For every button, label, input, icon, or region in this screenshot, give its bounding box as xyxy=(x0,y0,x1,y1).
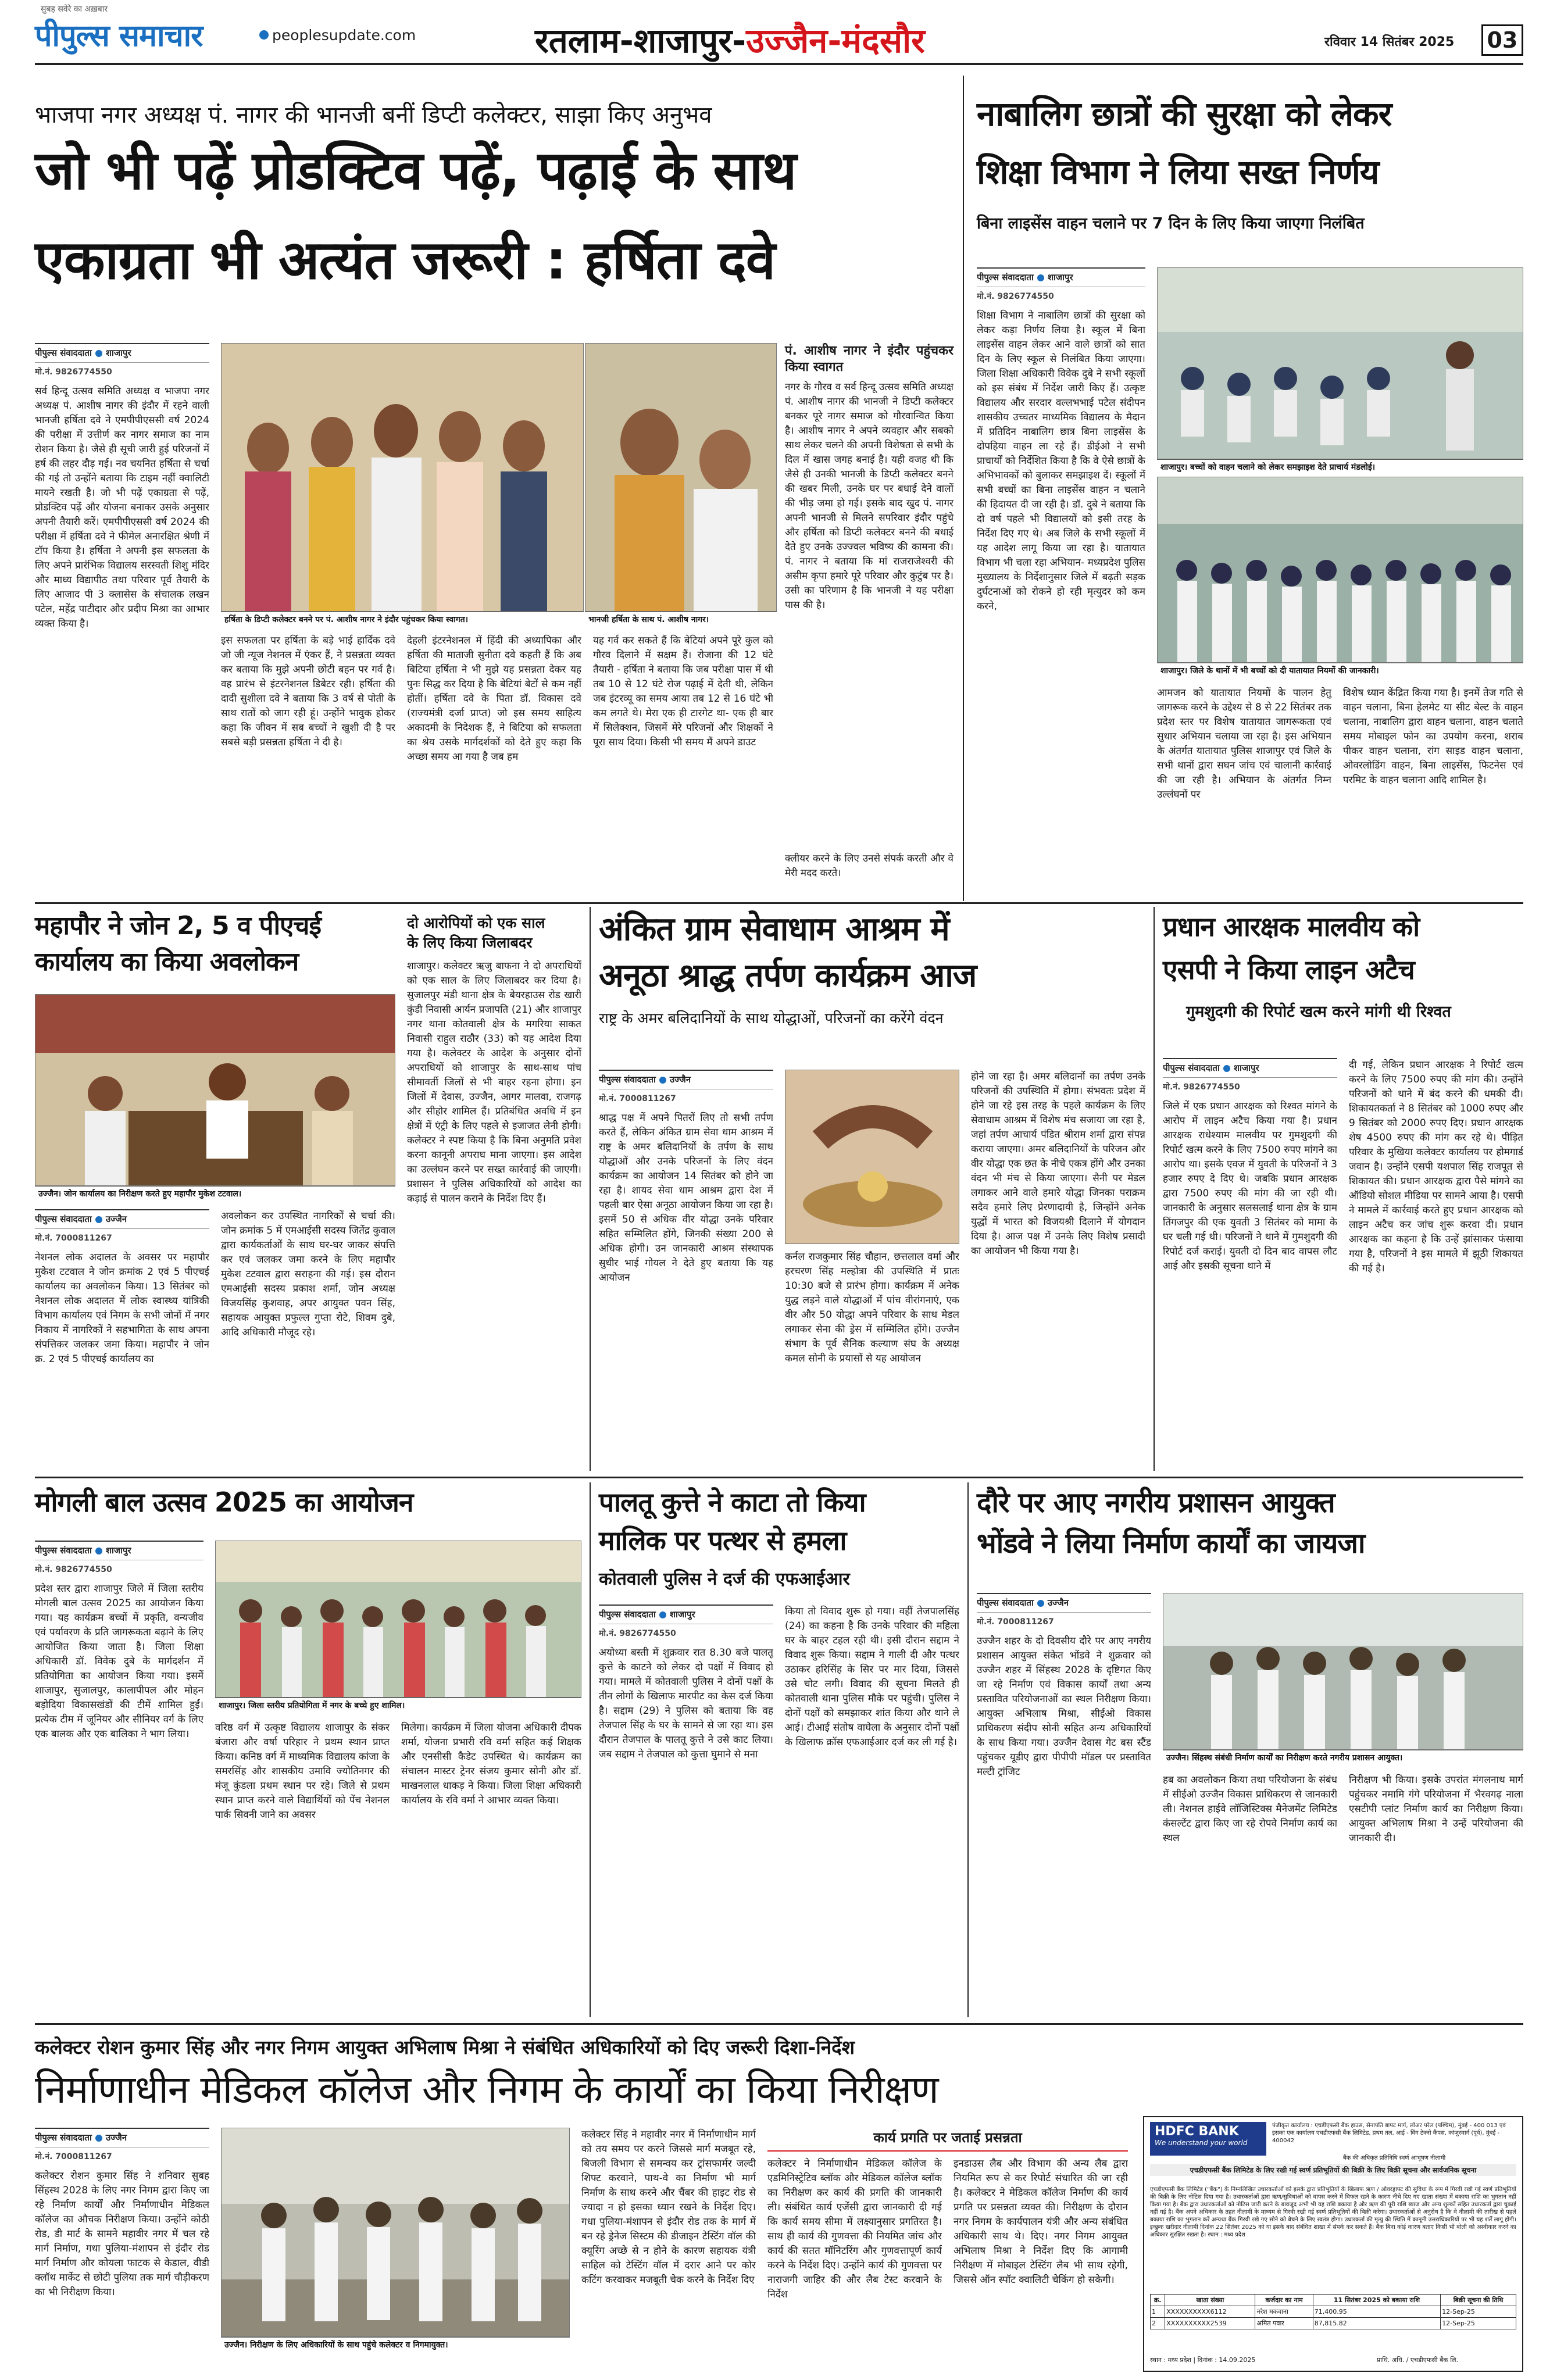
mobile-number: मो.नं. 9826774550 xyxy=(35,1565,112,1574)
photo-students-traffic xyxy=(1157,477,1523,663)
mobile-number: मो.नं. 7000811267 xyxy=(35,2152,112,2161)
table-header: 11 सितंबर 2025 को बकाया राशि xyxy=(1313,2295,1440,2306)
story-headline-line2: अनूठा श्राद्ध तर्पण कार्यक्रम आज xyxy=(599,957,977,995)
s2-column-2 xyxy=(1157,686,1331,889)
dot-icon xyxy=(659,1077,666,1084)
photo-caption: हर्षिता के डिप्टी कलेक्टर बनने पर पं. आशीष नागर ने इंदौर पहुंचकर किया स्वागत। xyxy=(221,612,584,627)
photo-caption: उज्जैन। सिंहस्थ संबंधी निर्माण कार्यों का निरीक्षण करते नगरीय प्रशासन आयुक्त। xyxy=(1163,1750,1523,1765)
paragraph: दी गई, लेकिन प्रधान आरक्षक ने रिपोर्ट खत्म करने के लिए 7500 रुपए की मांग की। उन्होंने परिजनों को थाने में बंद करने की धमकी दी। शिकायतकर्ता ने 8 सितंबर को 1000 रुपए और 9 सितंबर को 2000 रुपए दिए। प्रधान आरक्षक शेष 4500 रुपए की मांग कर रहे थे। पीड़ित परिवार के मुखिया कलेक्टर कार्यालय पर होमगार्ड जवान है। उन्होंने एसपी यशपाल सिंह राजपूत से शिकायत की। प्रधान आरक्षक द्वारा पैसे मांगने का ऑडियो सोशल मीडिया पर सामने आया है। एसपी ने मामले में कार्रवाई करते हुए प्रधान आरक्षक को लाइन अटैच कर जांच शुरू करवा दी। प्रधान आरक्षक का कहना है कि उन्हें झांसाकर फंसाया गया है, परिजनों ने इस मामले में झूठी शिकायत की गई है। xyxy=(1349,1059,1523,1274)
paragraph: होने जा रहा है। अमर बलिदानों का तर्पण उनके परिजनों की उपस्थिति में होगा। संभवतः प्रदेश में होने जा रहे इस तरह के पहले कार्यक्रम के लिए सेवाधाम आश्रम में विशेष मंच सजाया जा रहा है, जहां तर्पण आचार्य पंडित श्रीराम शर्मा द्वारा संपन्न कराया जाएगा। अमर बलिदानियों के परिजन और वीर योद्धा एक छत के नीचे एकत्र होंगे और उनका वंदन भी मंच से किया जाएगा। सैनी पर मेडल लगाकर आने वाले हमारे योद्धा जिनका पराक्रम सदैव हमारे लिए प्रेरणादायी है, जिन्होंने अनेक युद्धों में भारत को विजयश्री दिलाने में योगदान दिया है। आज पक्ष में उनके लिए विशेष प्रसादी का आयोजन भी किया गया है। xyxy=(971,1071,1145,1257)
photo-mowgli-students xyxy=(215,1541,581,1698)
paragraph: प्रदेश स्तर द्वारा शाजापुर जिले में जिला स्तरीय मोगली बाल उत्सव 2025 का आयोजन किया गया। यह कार्यक्रम बच्चों में प्रकृति, वन्यजीव एवं पर्यावरण के प्रति जागरूकता बढ़ाने के लिए आयोजित किया जाता है। जिला शिक्षा अधिकारी डॉ. विवेक दुबे के मार्गदर्शन में प्रतियोगिता का आयोजन किया गया। इसमें शाजापुर, सुजालपुर, कालापीपल और मोहन बड़ोदिया विकासखंडों की टीमें शामिल हुईं। प्रत्येक टीम में जूनियर और सीनियर वर्ग के लिए एक बालक और एक बालिका ने भाग लिया। xyxy=(35,1583,203,1740)
paragraph: शिक्षा विभाग ने नाबालिग छात्रों की सुरक्षा को लेकर कड़ा निर्णय लिया है। स्कूल में बिना लाइसेंस वाहन लेकर आने वाले छात्रों को सात दिन के लिए स्कूल से निलंबित किया जाएगा। जिला शिक्षा अधिकारी विवेक दुबे ने सभी स्कूलों को इस संबंध में निर्देश जारी किए हैं। उत्कृष्ट विद्यालय और सरदार वल्लभभाई पटेल संदीपन शासकीय उच्चतर माध्यमिक विद्यालय के मैदान में प्रतिदिन नाबालिग छात्र बिना लाइसेंस के दोपहिया वाहन ला रहे हैं। डीईओ ने सभी प्राचार्यों को निर्देशित किया है कि वे ऐसे छात्रों के अभिभावकों को बुलाकर समझाइश दें। स्कूलों में सभी बच्चों का बिना लाइसेंस वाहन न चलाने की हिदायत दी जा रही है। डॉ. दुबे ने बताया कि दो वर्ष पहले भी विद्यालयों को इसी तरह के निर्देश दिए गए थे। अब जिले के सभी स्कूलों में यह आदेश लागू किया जा रहा है। यातायात विभाग भी चला रहा अभियान- मध्यप्रदेश पुलिस मुख्यालय के निर्देशानुसार जिले में बढ़ती सड़क दुर्घटनाओं को रोकने हो रही मृत्युदर को कम करने, xyxy=(977,310,1145,612)
s4-column xyxy=(407,959,581,1471)
dot-icon xyxy=(95,1216,102,1223)
s7-column-1 xyxy=(35,1541,203,2017)
story-kicker: भाजपा नगर अध्यक्ष पं. नागर की भानजी बनीं डिप्टी कलेक्टर, साझा किए अनुभव xyxy=(35,102,712,128)
s9-column-2 xyxy=(1163,1773,1337,2017)
sidebar-title: पं. आशीष नागर ने इंदौर पहुंचकर किया स्वागत xyxy=(785,344,954,374)
hdfc-advertisement[interactable] xyxy=(1143,2116,1523,2372)
story-mowgli-headline: मोगली बाल उत्सव 2025 का आयोजन xyxy=(35,1486,413,1518)
story-headline-line2: कार्यालय का किया अवलोकन xyxy=(35,947,299,977)
paragraph: देहली इंटरनेशनल में हिंदी की अध्यापिका और हर्षिता की माताजी सुनीता दवे कहती हैं कि अब बिटिया हर्षिता ने भी मुझे यह प्रसन्नता देकर यह पुनः सिद्ध कर दिया है कि बेटियां बेटों से कम नहीं होतीं। हर्षिता दवे के पिता डॉ. विकास दवे (राज्यमंत्री दर्जा प्राप्त) जो इस समय साहित्य अकादमी के निदेशक हैं, ने बिटिया को सफलता का श्रेय उसके मार्गदर्शकों को देते हुए कहा कि अच्छा समय आ गया है जब हम xyxy=(407,635,581,763)
table-header: क्र. xyxy=(1151,2295,1165,2306)
s1-sidebar-end xyxy=(785,852,954,887)
paragraph: सर्व हिन्दू उत्सव समिति अध्यक्ष व भाजपा नगर अध्यक्ष पं. आशीष नागर की इंदौर में रहने वाली भानजी हर्षिता दवे ने एमपीपीएससी वर्ष 2024 की परीक्षा में उत्तीर्ण कर नागर समाज का नाम रोशन किया है। जैसे ही सूची जारी हुई परिजनों में हर्ष की लहर दौड़ गई। नव चयनित हर्षिता से चर्चा की गई तो उन्होंने बताया कि टाइम नहीं क्वालिटी मायने रखती है। जो भी पढ़ें एकाग्रता से पढ़ें, प्रोडक्टिव पढ़ें और योजना बनाकर उसके अनुसार अपनी तैयारी करें। एमपीपीएससी वर्ष 2024 की परीक्षा में हर्षिता दवे ने फीमेल अनारक्षित श्रेणी में टॉप किया है। हर्षिता ने अपनी इस सफलता के लिए अपने प्रारंभिक विद्यालय सरस्वती शिशु मंदिर और माध्य विद्यापीठ तथा परिवार पूर्व तैयारी के लिए आजाद पी 3 क्लासेस के संचालक लखन पटेल, महेंद्र पाटीदार और प्रदीप मिश्रा का आभार व्यक्त किया है। xyxy=(35,385,209,630)
mobile-number: मो.नं. 9826774550 xyxy=(599,1629,676,1638)
paragraph: किया तो विवाद शुरू हो गया। वहीं तेजपालसिंह (24) का कहना है कि उनके परिवार की महिला घर के बाहर टहल रही थी। इसी दौरान सद्दाम ने विवाद शुरू किया। सद्दाम ने गाली दी और पत्थर उठाकर हरिसिंह के सिर पर मार दिया, जिससे उसे चोट लगी। विवाद की सूचना मिलते ही कोतवाली थाना पुलिस मौके पर पहुंची। पुलिस ने दोनों पक्षों को समझाकर शांत किया और थाने ले आई। टीआई संतोष वाघेला के अनुसार दोनों पक्षों के खिलाफ क्रॉस एफआईआर दर्ज कर ली गई है। xyxy=(785,1606,959,1748)
s2-column-3 xyxy=(1343,686,1523,889)
hdfc-table xyxy=(1150,2294,1516,2329)
story-headline-line2: के लिए किया जिलाबदर xyxy=(407,934,533,951)
s10-column-4 xyxy=(954,2157,1128,2372)
paragraph: इस सफलता पर हर्षिता के बड़े भाई हार्दिक दवे जो जी न्यूज नेशनल में एंकर हैं, ने प्रसन्नता व्यक्त कर बताया कि मुझे अपनी छोटी बहन पर गर्व है। वह प्रारंभ से इंटरनेशनल डिबेटर रही। हर्षिता की दादी सुशीला दवे ने बताया कि 3 वर्ष से पोती के साथ रातों को जाग रही हूं। उन्होंने भावुक होकर कहा कि जीवन में सब बच्चों ने खुशी दी है पर सबसे बड़ी प्रसन्नता हर्षिता ने दी है। xyxy=(221,635,395,748)
s8-column-1 xyxy=(599,1604,773,2017)
page-number: 03 xyxy=(1481,24,1523,56)
s7-column-2 xyxy=(215,1721,390,2017)
horizontal-rule xyxy=(35,902,1523,904)
photo-classroom xyxy=(1157,267,1523,459)
story-externment xyxy=(407,913,581,965)
story-subheadline: बिना लाइसेंस वाहन चलाने पर 7 दिन के लिए किया जाएगा निलंबित xyxy=(977,215,1365,233)
story-commissioner xyxy=(977,1488,1523,1599)
dot-icon xyxy=(1037,1600,1044,1607)
paragraph: शाजापुर। कलेक्टर ऋजु बाफना ने दो अपराधियों को एक साल के लिए जिलाबदर कर दिया है। सुजालपुर मंडी थाना क्षेत्र के बेयरहाउस रोड खारी कुंडी निवासी आर्यन प्रजापति (21) और शाजापुर नगर थाना कोतवाली क्षेत्र के मगरिया साकत निवासी राहुल राठौर (33) को यह आदेश दिया गया है। कलेक्टर के आदेश के अनुसार दोनों अपराधियों को शाजापुर के साथ-साथ पांच सीमावर्ती जिलों से भी बाहर रहना होगा। इन जिलों में देवास, उज्जैन, आगर मालवा, राजगढ़ और सीहोर शामिल हैं। प्रतिबंधित अवधि में इन क्षेत्रों में एंट्री के लिए पहले से इजाजत लेनी होगी। कलेक्टर ने स्पष्ट किया है कि बिना अनुमति प्रवेश करना कानूनी अपराध माना जाएगा। इस आदेश का उल्लंघन करने पर सख्त कार्रवाई की जाएगी। प्रशासन ने पुलिस अधिकारियों को आदेश का कड़ाई से पालन कराने के निर्देश दिए हैं। xyxy=(407,960,581,1205)
s5-column-1 xyxy=(599,1070,773,1471)
photo-commissioner-site xyxy=(1163,1593,1523,1750)
story-headline-line1: पालतू कुत्ते ने काटा तो किया xyxy=(599,1486,866,1518)
table-cell: 12-Sep-25 xyxy=(1441,2318,1516,2329)
byline: पीपुल्स संवाददाता शाजापुर xyxy=(35,1541,203,1560)
photo-harshita-family xyxy=(221,343,584,612)
story-headline-line1: महापौर ने जोन 2, 5 व पीएचई xyxy=(35,911,321,941)
s9-column-1 xyxy=(977,1593,1151,2017)
dot-icon xyxy=(659,1611,666,1618)
table-header-row xyxy=(1151,2295,1516,2306)
paragraph: उज्जैन शहर के दो दिवसीय दौरे पर आए नगरीय प्रशासन आयुक्त संकेत भोंडवे ने शुक्रवार को उज्जैन शहर में सिंहस्थ 2028 के दृष्टिगत किए जा रहे निर्माण एवं विकास कार्यों तथा अन्य प्रस्तावित परियोजनाओं का स्थल निरीक्षण किया। आयुक्त अभिलाष मिश्रा, सीईओ विकास प्राधिकरण संदीप सोनी सहित अन्य अधिकारियों के साथ किया गया। उज्जैन देवास गेट बस स्टैंड पहुंचकर यूडीए द्वारा पीपीपी मॉडल पर प्रस्तावित मल्टी ट्रांजिट xyxy=(977,1635,1151,1778)
s10-column-3 xyxy=(767,2157,942,2372)
table-header: कर्जदार का नाम xyxy=(1255,2295,1313,2306)
paragraph: इनडाउस लैब और विभाग की अन्य लैब द्वारा नियमित रूप से कर रिपोर्ट संधारित की जा रही है। कलेक्टर ने मेडिकल कॉलेज निर्माण की कार्य प्रगति पर प्रसन्नता व्यक्त की। निरीक्षण के दौरान नगर निगम के कार्यपालन यंत्री और अन्य संबंधित अधिकारी साथ थे। दिए। नगर निगम आयुक्त अभिलाष मिश्रा ने निर्देश दिए कि आगामी निरीक्षण में मोबाइल टेस्टिंग लैब भी साथ रहेगी, जिससे ऑन स्पॉट क्वालिटी चेकिंग हो सकेगी। xyxy=(954,2158,1128,2286)
byline: पीपुल्स संवाददाता शाजापुर xyxy=(35,343,209,363)
dot-icon xyxy=(1223,1065,1230,1072)
paragraph: कलेक्टर रोशन कुमार सिंह ने शनिवार सुबह सिंहस्थ 2028 के लिए नगर निगम द्वारा किए जा रहे निर्माण कार्यों और निर्माणाधीन मेडिकल कॉलेज का औचक निरीक्षण किया। उन्होंने कोठी रोड, डी मार्ट के सामने महावीर नगर में चल रहे मार्ग निर्माण, गधा पुलिया-मंशापन से इंदौर रोड मार्ग निर्माण और कोयला फाटक से केडाल, वीडी क्लॉथ मार्केट से छोटी पुलिया तक मार्ग चौड़ीकरण का भी निरीक्षण किया। xyxy=(35,2170,209,2298)
s2-column-1 xyxy=(977,267,1145,889)
table-cell: 71,400.95 xyxy=(1313,2306,1440,2318)
hdfc-note: बैंक की अधिकृत प्रतिनिधि स्वर्ण आभूषण नीलामी xyxy=(1342,2155,1446,2161)
s6-column-1 xyxy=(1163,1058,1337,1471)
photo-collector-inspection xyxy=(221,2128,570,2337)
section-title xyxy=(535,16,925,62)
table-header: बिक्री सूचना की तिथि xyxy=(1441,2295,1516,2306)
table-cell: 2 xyxy=(1151,2318,1165,2329)
section-right: उज्जैन-मंदसौर xyxy=(746,21,925,60)
story-subheadline: गुमशुदगी की रिपोर्ट खत्म करने मांगी थी रिश्वत xyxy=(1186,1003,1451,1021)
vertical-rule xyxy=(590,1482,591,2017)
site-illustration xyxy=(1163,1593,1523,1750)
story-mayor-zone xyxy=(35,913,395,982)
mobile-number: मो.नं. 9826774550 xyxy=(977,292,1054,301)
byline: पीपुल्स संवाददाता उज्जैन xyxy=(977,1593,1151,1613)
table-row xyxy=(1151,2318,1516,2329)
story-medical-kicker: कलेक्टर रोशन कुमार सिंह और नगर निगम आयुक्त अभिलाष मिश्रा ने संबंधित अधिकारियों को दिए जरूरी दिशा-निर्देश xyxy=(35,2036,855,2059)
dot-icon xyxy=(95,2135,102,2142)
paragraph: निरीक्षण भी किया। इसके उपरांत मंगलनाथ मार्ग पहुंचकर नमामि गंगे परियोजना में भैरवगढ़ नाला एसटीपी प्लांट निर्माण कार्य का निरीक्षण किया। आयुक्त अभिलाष मिश्रा ने उन्हें परियोजना की जानकारी दी। xyxy=(1349,1774,1523,1844)
dot-icon xyxy=(95,350,102,357)
s6-column-2 xyxy=(1349,1058,1523,1471)
horizontal-rule xyxy=(35,2023,1523,2025)
students-illustration xyxy=(1158,477,1523,663)
photo-caption: भानजी हर्षिता के साथ पं. आशीष नागर। xyxy=(585,612,777,627)
table-cell: 12-Sep-25 xyxy=(1441,2306,1516,2318)
byline: पीपुल्स संवाददाता शाजापुर xyxy=(1163,1058,1337,1078)
group-illustration xyxy=(216,1541,581,1698)
s9-column-3 xyxy=(1349,1773,1523,2017)
story-headline-line1: दो आरोपियों को एक साल xyxy=(407,914,545,931)
mobile-number: मो.नं. 7000811267 xyxy=(599,1094,676,1103)
s3-column-1 xyxy=(35,1209,209,1471)
story-shraddh xyxy=(599,910,1145,1064)
photo-caption: शाजापुर। बच्चों को वाहन चलाने को लेकर समझाइश देते प्राचार्य मंडलोई। xyxy=(1157,459,1523,474)
table-cell: XXXXXXXXXX2539 xyxy=(1165,2318,1255,2329)
dot-icon xyxy=(1037,274,1044,281)
paragraph: क्लीयर करने के लिए उनसे संपर्क करती और वे मेरी मदद करते। xyxy=(785,853,954,879)
hdfc-footer: स्थान : मध्य प्रदेश | दिनांक : 14.09.2025 xyxy=(1150,2356,1256,2364)
s10-column-1 xyxy=(35,2128,209,2372)
photo-caption: उज्जैन। जोन कार्यालय का निरीक्षण करते हुए महापौर मुकेश टटवाल। xyxy=(35,1186,395,1201)
story-headline-line1: जो भी पढ़ें प्रोडक्टिव पढ़ें, पढ़ाई के साथ xyxy=(35,140,797,202)
table-cell: नरेश मकवाना xyxy=(1255,2306,1313,2318)
hdfc-bank-name: HDFC BANK xyxy=(1155,2124,1239,2139)
byline: पीपुल्स संवाददाता उज्जैन xyxy=(35,1209,209,1229)
byline: पीपुल्स संवाददाता उज्जैन xyxy=(35,2128,209,2147)
issue-date: रविवार 14 सितंबर 2025 xyxy=(1324,35,1455,49)
vertical-rule xyxy=(590,907,591,1471)
mobile-number: मो.नं. 7000811267 xyxy=(977,1617,1054,1627)
s1-column-1 xyxy=(35,343,209,878)
paragraph: अवलोकन कर उपस्थित नागरिकों से चर्चा की। जोन क्रमांक 5 में एमआईसी सदस्य जितेंद्र कुवाल द्वारा कार्यकर्ताओं के साथ घर-घर जाकर संपत्ति कर एवं जलकर जमा करने के लिए महापौर मुकेश टटवाल द्वारा सराहना की गई। इस दौरान एमआईसी सदस्य प्रकाश शर्मा, जोन अध्यक्ष विजयसिंह कुशवाह, अपर आयुक्त पवन सिंह, सहायक आयुक्त प्रफुल्ल गुप्ता रोटे, शिवम दुबे, आदि अधिकारी मौजूद रहे। xyxy=(221,1210,395,1338)
paragraph: विशेष ध्यान केंद्रित किया गया है। इनमें तेज गति से वाहन चलाना, बिना हेलमेट या सीट बेल्ट के वाहन चलाना, नाबालिग द्वारा वाहन चलाना, वाहन चलाते समय मोबाइल फोन का उपयोग करना, शराब पीकर वाहन चलाना, रांग साइड वाहन चलाना, ओवरलोडिंग वाहन, बिना लाइसेंस, फिटनेस एवं परमिट के वाहन चलाना आदि शामिल है। xyxy=(1343,687,1523,786)
story-headline-line1: दौरे पर आए नगरीय प्रशासन आयुक्त xyxy=(977,1486,1335,1519)
s1-column-3 xyxy=(407,634,581,889)
site-url[interactable]: peoplesupdate.com xyxy=(272,27,416,44)
story-headline-line2: एसपी ने किया लाइन अटैच xyxy=(1163,954,1415,985)
box-subheading: कार्य प्रगति पर जताई प्रसन्नता xyxy=(767,2128,1128,2152)
paragraph: यह गर्व कर सकते हैं कि बेटियां अपने पूरे कुल को गौरव दिलाने में सक्षम हैं। रोजाना की 12 घंटे तैयारी - हर्षिता ने बताया कि जब परीक्षा पास में थी तब 10 से 12 घंटे रोज पढ़ाई में देती थी, लेकिन जब इंटरव्यू का समय आया तब 12 से 16 घंटे भी कम लगते थे। मेरा एक ही टारगेट था- एक ही बार में सिलेक्शन, जिसमें मेरे परिजनों और शिक्षकों ने पूरा साथ दिया। किसी भी समय मैं अपने डाउट xyxy=(593,635,773,748)
s3-column-2 xyxy=(221,1209,395,1471)
hdfc-notice-body: एचडीएफसी बैंक लिमिटेड ("बैंक") के निम्नलिखित उधारकर्ताओं को इसके द्वारा प्रतिभूतियों के खिलाफ ऋण / ओवरड्राफ्ट की सुविधा के रूप में गिरवी रखी गई स्वर्ण प्रतिभूतियों की बिक्री के लिए नोटिस दिया गया है। उधारकर्ताओं द्वारा ऋण/सुविधाओं को वापस करने में विफल रहने के कारण नीचे दिए गए खाता संख्या में बकाया राशि का भुगतान नहीं किया गया है। बैंक द्वारा उधारकर्ताओं को नोटिस जारी करने के बावजूद अभी भी यह राशि बकाया है और ऋण की पूरी राशि ब्याज और अन्य शुल्कों सहित उधारकर्ता द्वारा चुकाई नहीं गई है। बैंक अपने अधिकार के तहत नीलामी के माध्यम से गिरवी रखी गई स्वर्ण प्रतिभूतियों की बिक्री करेगा। उधारकर्ताओं से अनुरोध है कि वे नीलामी की तारीख से पहले बकाया राशि का भुगतान करें अन्यथा बैंक गिरवी रखे गए सोने को बेचने के लिए स्वतंत्र होगा। उधारकर्ता की मृत्यु की स्थिति में कानूनी उत्तराधिकारियों पर भी यह शर्तें लागू होंगी। इच्छुक खरीदार नीलामी दिनांक 22 सितंबर 2025 को या इसके बाद संबंधित शाखा में संपर्क कर सकते हैं। बैंक बिना कोई कारण बताए किसी भी बोली को अस्वीकार करने का अधिकार सुरक्षित रखता है। स्थान : मध्य प्रदेश xyxy=(1150,2186,1516,2238)
mobile-number: मो.नं. 9826774550 xyxy=(35,367,112,377)
byline: पीपुल्स संवाददाता शाजापुर xyxy=(977,267,1145,287)
table-cell: 1 xyxy=(1151,2306,1165,2318)
s1-column-2 xyxy=(221,634,395,889)
mobile-number: मो.नं. 9826774550 xyxy=(1163,1082,1240,1092)
story-subheadline: राष्ट्र के अमर बलिदानियों के साथ योद्धाओं, परिजनों का करेंगे वंदन xyxy=(599,1010,944,1027)
photo-harshita-with-uncle xyxy=(585,343,777,612)
s10-column-2 xyxy=(581,2128,756,2372)
portrait-illustration xyxy=(585,344,777,612)
paragraph: जिले में एक प्रधान आरक्षक को रिश्वत मांगने के आरोप में लाइन अटैच किया गया है। प्रधान आरक्षक राधेश्याम मालवीय पर गुमशुदगी की रिपोर्ट खत्म करने के लिए 7500 रुपए मांगने का आरोप था। इसके एवज में युवती के परिजनों ने 3 हजार रुपए दे दिए थे। जबकि प्रधान आरक्षक द्वारा 7500 रुपए की मांग की जा रही थी। जानकारी के अनुसार सलसलाई थाना क्षेत्र के ग्राम तिंगजपुर की एक युवती 3 सितंबर को मामा के घर चली गई थी। परिजनों ने थाने में गुमशुदगी की रिपोर्ट दर्ज कराई। युवती दो दिन बाद वापस लौट आई और इसकी सूचना थाने में xyxy=(1163,1100,1337,1272)
newspaper-logo: पीपुल्स समाचार xyxy=(35,19,203,53)
paragraph: कर्नल राजकुमार सिंह चौहान, छत्तलाल वर्मा और हरचरण सिंह मल्होत्रा की उपस्थिति में प्रातः 10:30 बजे से प्रारंभ होगा। कार्यक्रम में अनेक युद्ध लड़ने वाले योद्धाओं में पांच वीरांगनाएं, एक वीर और 50 योद्धा अपने परिवार के साथ मेडल लगाकर सेना की ड्रेस में सम्मिलित होंगे। उज्जैन संभाग के पूर्व सैनिक कल्याण संघ के अध्यक्ष कमल सोनी के प्रयासों से यह आयोजन xyxy=(785,1251,959,1364)
story-medical-headline: निर्माणाधीन मेडिकल कॉलेज और निगम के कार्यों का किया निरीक्षण xyxy=(35,2067,938,2112)
photo-caption: शाजापुर। जिले के थानों में भी बच्चों को दी यातायात नियमों की जानकारी। xyxy=(1157,663,1523,678)
byline: पीपुल्स संवाददाता शाजापुर xyxy=(599,1604,773,1624)
story-headline-line2: शिक्षा विभाग ने लिया सख्त निर्णय xyxy=(977,152,1379,192)
group-photo-illustration xyxy=(222,344,584,612)
dot-icon xyxy=(95,1548,102,1554)
ritual-illustration xyxy=(785,1070,959,1244)
photo-caption: उज्जैन। निरीक्षण के लिए अधिकारियों के साथ पहुंचे कलेक्टर व निगमायुक्त। xyxy=(221,2337,570,2352)
hdfc-tagline: We understand your world xyxy=(1155,2139,1248,2147)
story-subheadline: कोतवाली पुलिस ने दर्ज की एफआईआर xyxy=(599,1569,850,1589)
horizontal-rule xyxy=(35,1477,1523,1478)
story-headline-line2: मालिक पर पत्थर से हमला xyxy=(599,1525,847,1556)
table-cell: 87,815.82 xyxy=(1313,2318,1440,2329)
story-headline-line1: अंकित ग्राम सेवाधाम आश्रम में xyxy=(599,910,949,948)
vertical-rule xyxy=(963,76,964,901)
table-row xyxy=(1151,2306,1516,2318)
byline: पीपुल्स संवाददाता उज्जैन xyxy=(599,1070,773,1089)
table-cell: अमित पवार xyxy=(1255,2318,1313,2329)
inspection-illustration xyxy=(222,2128,570,2337)
paragraph: वरिष्ठ वर्ग में उत्कृष्ट विद्यालय शाजापुर के संकर बंजारा और वर्षा परिहार ने प्रथम स्थान प्राप्त किया। कनिष्ठ वर्ग में माध्यमिक विद्यालय कांजा के समरसिंह और शासकीय उमावि ज्योतिनगर की मंजू कुंडला प्रथम स्थान पर रहे। जिले से प्रथम स्थान प्राप्त करने वाले विद्यार्थियों को पेंच नेशनल पार्क सिवनी जाने का अवसर xyxy=(215,1722,390,1821)
masthead-rule xyxy=(35,63,1523,65)
story-headline-line1: प्रधान आरक्षक मालवीय को xyxy=(1163,911,1420,942)
sidebar-text: नगर के गौरव व सर्व हिन्दू उत्सव समिति अध्यक्ष पं. आशीष नागर की भानजी ने डिप्टी कलेक्टर बनकर पूरे नागर समाज को गौरवान्वित किया है। आशीष नागर ने अपने व्यवहार और सबको साथ लेकर चलने की अपनी विशेषता से सभी के दिल में खास जगह बनाई है। यही वजह थी कि जैसे ही उनकी भानजी के डिप्टी कलेक्टर बनने की खबर मिली, उनके घर पर बधाई देने वालों की भीड़ जमा हो गई। इसके बाद खुद पं. नागर अपनी भानजी से मिलने सपरिवार इंदौर पहुंचे और हर्षिता को डिप्टी कलेक्टर बनने की बधाई देते हुए उनके उज्ज्वल भविष्य की कामना की। पं. नागर ने बताया कि मां राजराजेश्वरी की असीम कृपा हमारे पूरे परिवार और कुटुंब पर है। उसी का परिणाम है कि भानजी ने यह परीक्षा पास की है। xyxy=(785,381,954,611)
s7-column-3 xyxy=(401,1721,581,2017)
globe-icon xyxy=(259,30,269,40)
s1-sidebar xyxy=(785,343,954,889)
hdfc-signature: प्राधि. अधि. / एचडीएफसी बैंक लि. xyxy=(1377,2356,1459,2364)
story-headline-line2: भोंडवे ने लिया निर्माण कार्यों का जायजा xyxy=(977,1527,1365,1560)
masthead xyxy=(0,0,1557,64)
paragraph: मिलेगा। कार्यक्रम में जिला योजना अधिकारी दीपक शर्मा, योजना प्रभारी रवि वर्मा सहित कई शिक्षक और एनसीसी कैडेट उपस्थित थे। कार्यक्रम का संचालन मास्टर ट्रेनर संजय कुमार सोनी और डॉ. माखनलाल धाकड़ ने किया। जिला शिक्षा अधिकारी कार्यालय के रवि वर्मा ने आभार व्यक्त किया। xyxy=(401,1722,581,1806)
vertical-rule xyxy=(1154,907,1155,1471)
paragraph: नेशनल लोक अदालत के अवसर पर महापौर मुकेश टटवाल ने जोन क्रमांक 2 एवं 5 पीएचई कार्यालय का अवलोकन किया। 13 सितंबर को नेशनल लोक अदालत में लोक स्वास्थ्य यांत्रिकी विभाग कार्यालय एवं निगम के सभी जोनों में नगर निकाय में नागरिकों ने सहभागिता के साथ अपना संपत्तिकर जलकर जमा किया। महापौर ने जोन क्र. 2 एवं 5 पीएचई कार्यालय का xyxy=(35,1252,209,1365)
classroom-illustration xyxy=(1158,268,1523,459)
hdfc-address: पंजीकृत कार्यालय : एचडीएफसी बैंक हाउस, सेनापति बापट मार्ग, लोअर परेल (पश्चिम), मुंबई - 400 013 एवं इसका एक कार्यालय एचडीएफसी बैंक लिमिटेड, प्रथम तल, आई - विंग टेक्नो कैंपस, कांजुरमार्ग (पूर्व), मुंबई - 400042 xyxy=(1272,2122,1506,2144)
s5-column-3 xyxy=(971,1070,1145,1471)
s5-column-2 xyxy=(785,1250,959,1471)
story-headline-line1: नाबालिग छात्रों की सुरक्षा को लेकर xyxy=(977,94,1392,134)
paragraph: कलेक्टर सिंह ने महावीर नगर में निर्माणाधीन मार्ग को तय समय पर करने जिससे मार्ग मजबूत रहे, बिजली विभाग से समन्वय कर ट्रांसफार्मर जल्दी शिफ्ट करवाने, पाथ-वे का निर्माण भी मार्ग निर्माण के साथ करने और चैंबर की हाइट रोड से ज्यादा न हो इसका ध्यान रखने के निर्देश दिए। गधा पुलिया-मंशापन से इंदौर रोड तक के मार्ग में बन रहे ड्रेनेज सिस्टम की डीजाइन टेस्टिंग वॉल की क्यूरिंग अच्छे से न होने के कारण सहायक यंत्री साहिल को टेस्टिंग वॉल में दरार आने पर कोर कटिंग करवाकर मजबूती चेक करने के निर्देश दिए xyxy=(581,2129,756,2286)
photo-caption: शाजापुर। जिला स्तरीय प्रतियोगिता में नगर के बच्चे हुए शामिल। xyxy=(215,1698,581,1713)
hdfc-notice-title: एचडीएफसी बैंक लिमिटेड के लिए रखी गई स्वर्ण प्रतिभूतियों की बिक्री के लिए बिक्री सूचना और सार्वजनिक सूचना xyxy=(1150,2164,1516,2176)
table-cell: XXXXXXXXXX6112 xyxy=(1165,2306,1255,2318)
office-illustration xyxy=(35,995,395,1186)
photo-tarpan xyxy=(785,1070,959,1244)
paragraph: हब का अवलोकन किया तथा परियोजना के संबंध में सीईओ उज्जैन विकास प्राधिकरण से जानकारी ली। नेशनल हाईवे लॉजिस्टिक्स मैनेजमेंट लिमिटेड कंसल्टेंट द्वारा किए जा रहे रोपवे निर्माण कार्य का स्थल xyxy=(1163,1774,1337,1844)
section-left: रतलाम-शाजापुर- xyxy=(535,21,747,60)
masthead-tag: सुबह सवेरे का अख़बार xyxy=(41,5,108,14)
paragraph: अयोध्या बस्ती में शुक्रवार रात 8.30 बजे पालतू कुत्ते के काटने को लेकर दो पक्षों में विवाद हो गया। मामले में कोतवाली पुलिस ने दोनों पक्षों के तीन लोगों के खिलाफ मारपीट का केस दर्ज किया है। सद्दाम (29) ने पुलिस को बताया कि वह तेजपाल सिंह के घर के सामने से जा रहा था। इस दौरान तेजपाल के पालतू कुत्ते ने उसे काट लिया। जब सद्दाम ने तेजपाल को कुत्ता घुमाने से मना xyxy=(599,1647,773,1760)
mobile-number: मो.नं. 7000811267 xyxy=(35,1234,112,1243)
s8-column-2 xyxy=(785,1604,959,2017)
photo-mayor-office xyxy=(35,994,395,1186)
paragraph: कलेक्टर ने निर्माणाधीन मेडिकल कॉलेज के एडमिनिस्ट्रेटिव ब्लॉक और मेडिकल कॉलेज ब्लॉक का निरीक्षण कर कार्य की प्रगति की जानकारी ली। संबंधित कार्य एजेंसी द्वारा जानकारी दी गई कि कार्य समय सीमा में लक्ष्यानुसार प्रगतिरत है। साथ ही कार्य की गुणवत्ता की नियमित जांच और कार्य की सतत मॉनिटरिंग और गुणवत्तापूर्ण कार्य करने के निर्देश दिए। उन्होंने कार्य की गुणवत्ता पर नाराजगी जाहिर की और लैब टेस्ट करवाने के निर्देश xyxy=(767,2158,942,2300)
story-head-constable xyxy=(1163,913,1523,1064)
paragraph: आमजन को यातायात नियमों के पालन हेतु जागरूक करने के उद्देश्य से 8 से 22 सितंबर तक प्रदेश स्तर पर विशेष यातायात जागरूकता एवं सुधार अभियान चलाया जा रहा है। इस अभियान के अंतर्गत यातायात पुलिस शाजापुर एवं जिले के सभी थानों द्वारा सघन जांच एवं चालानी कार्रवाई की जा रही है। अभियान के अंतर्गत निम्न उल्लंघनों पर xyxy=(1157,687,1331,801)
vertical-rule xyxy=(967,1482,969,2017)
hdfc-logo xyxy=(1150,2122,1266,2156)
table-header: खाता संख्या xyxy=(1165,2295,1255,2306)
story-headline-line2: एकाग्रता भी अत्यंत जरूरी : हर्षिता दवे xyxy=(35,229,776,291)
s1-column-4 xyxy=(593,634,773,889)
paragraph: श्राद्ध पक्ष में अपने पितरों लिए तो सभी तर्पण करते हैं, लेकिन अंकित ग्राम सेवा धाम आश्रम में राष्ट्र के अमर बलिदानियों के तर्पण के साथ योद्धाओं और उनके परिजनों के लिए वंदन कार्यक्रम का आयोजन 14 सितंबर को होने जा रहा है। शायद सेवा धाम आश्रम द्वारा देश में पहली बार ऐसा अनूठा आयोजन किया जा रहा है। इसमें 50 से अधिक वीर योद्धा उनके परिवार सहित सम्मिलित होंगे, जिनकी संख्या 200 से अधिक होगी। उन जानकारी आश्रम संस्थापक सुधीर भाई गोयल ने देते हुए बताया कि यह आयोजन xyxy=(599,1112,773,1284)
